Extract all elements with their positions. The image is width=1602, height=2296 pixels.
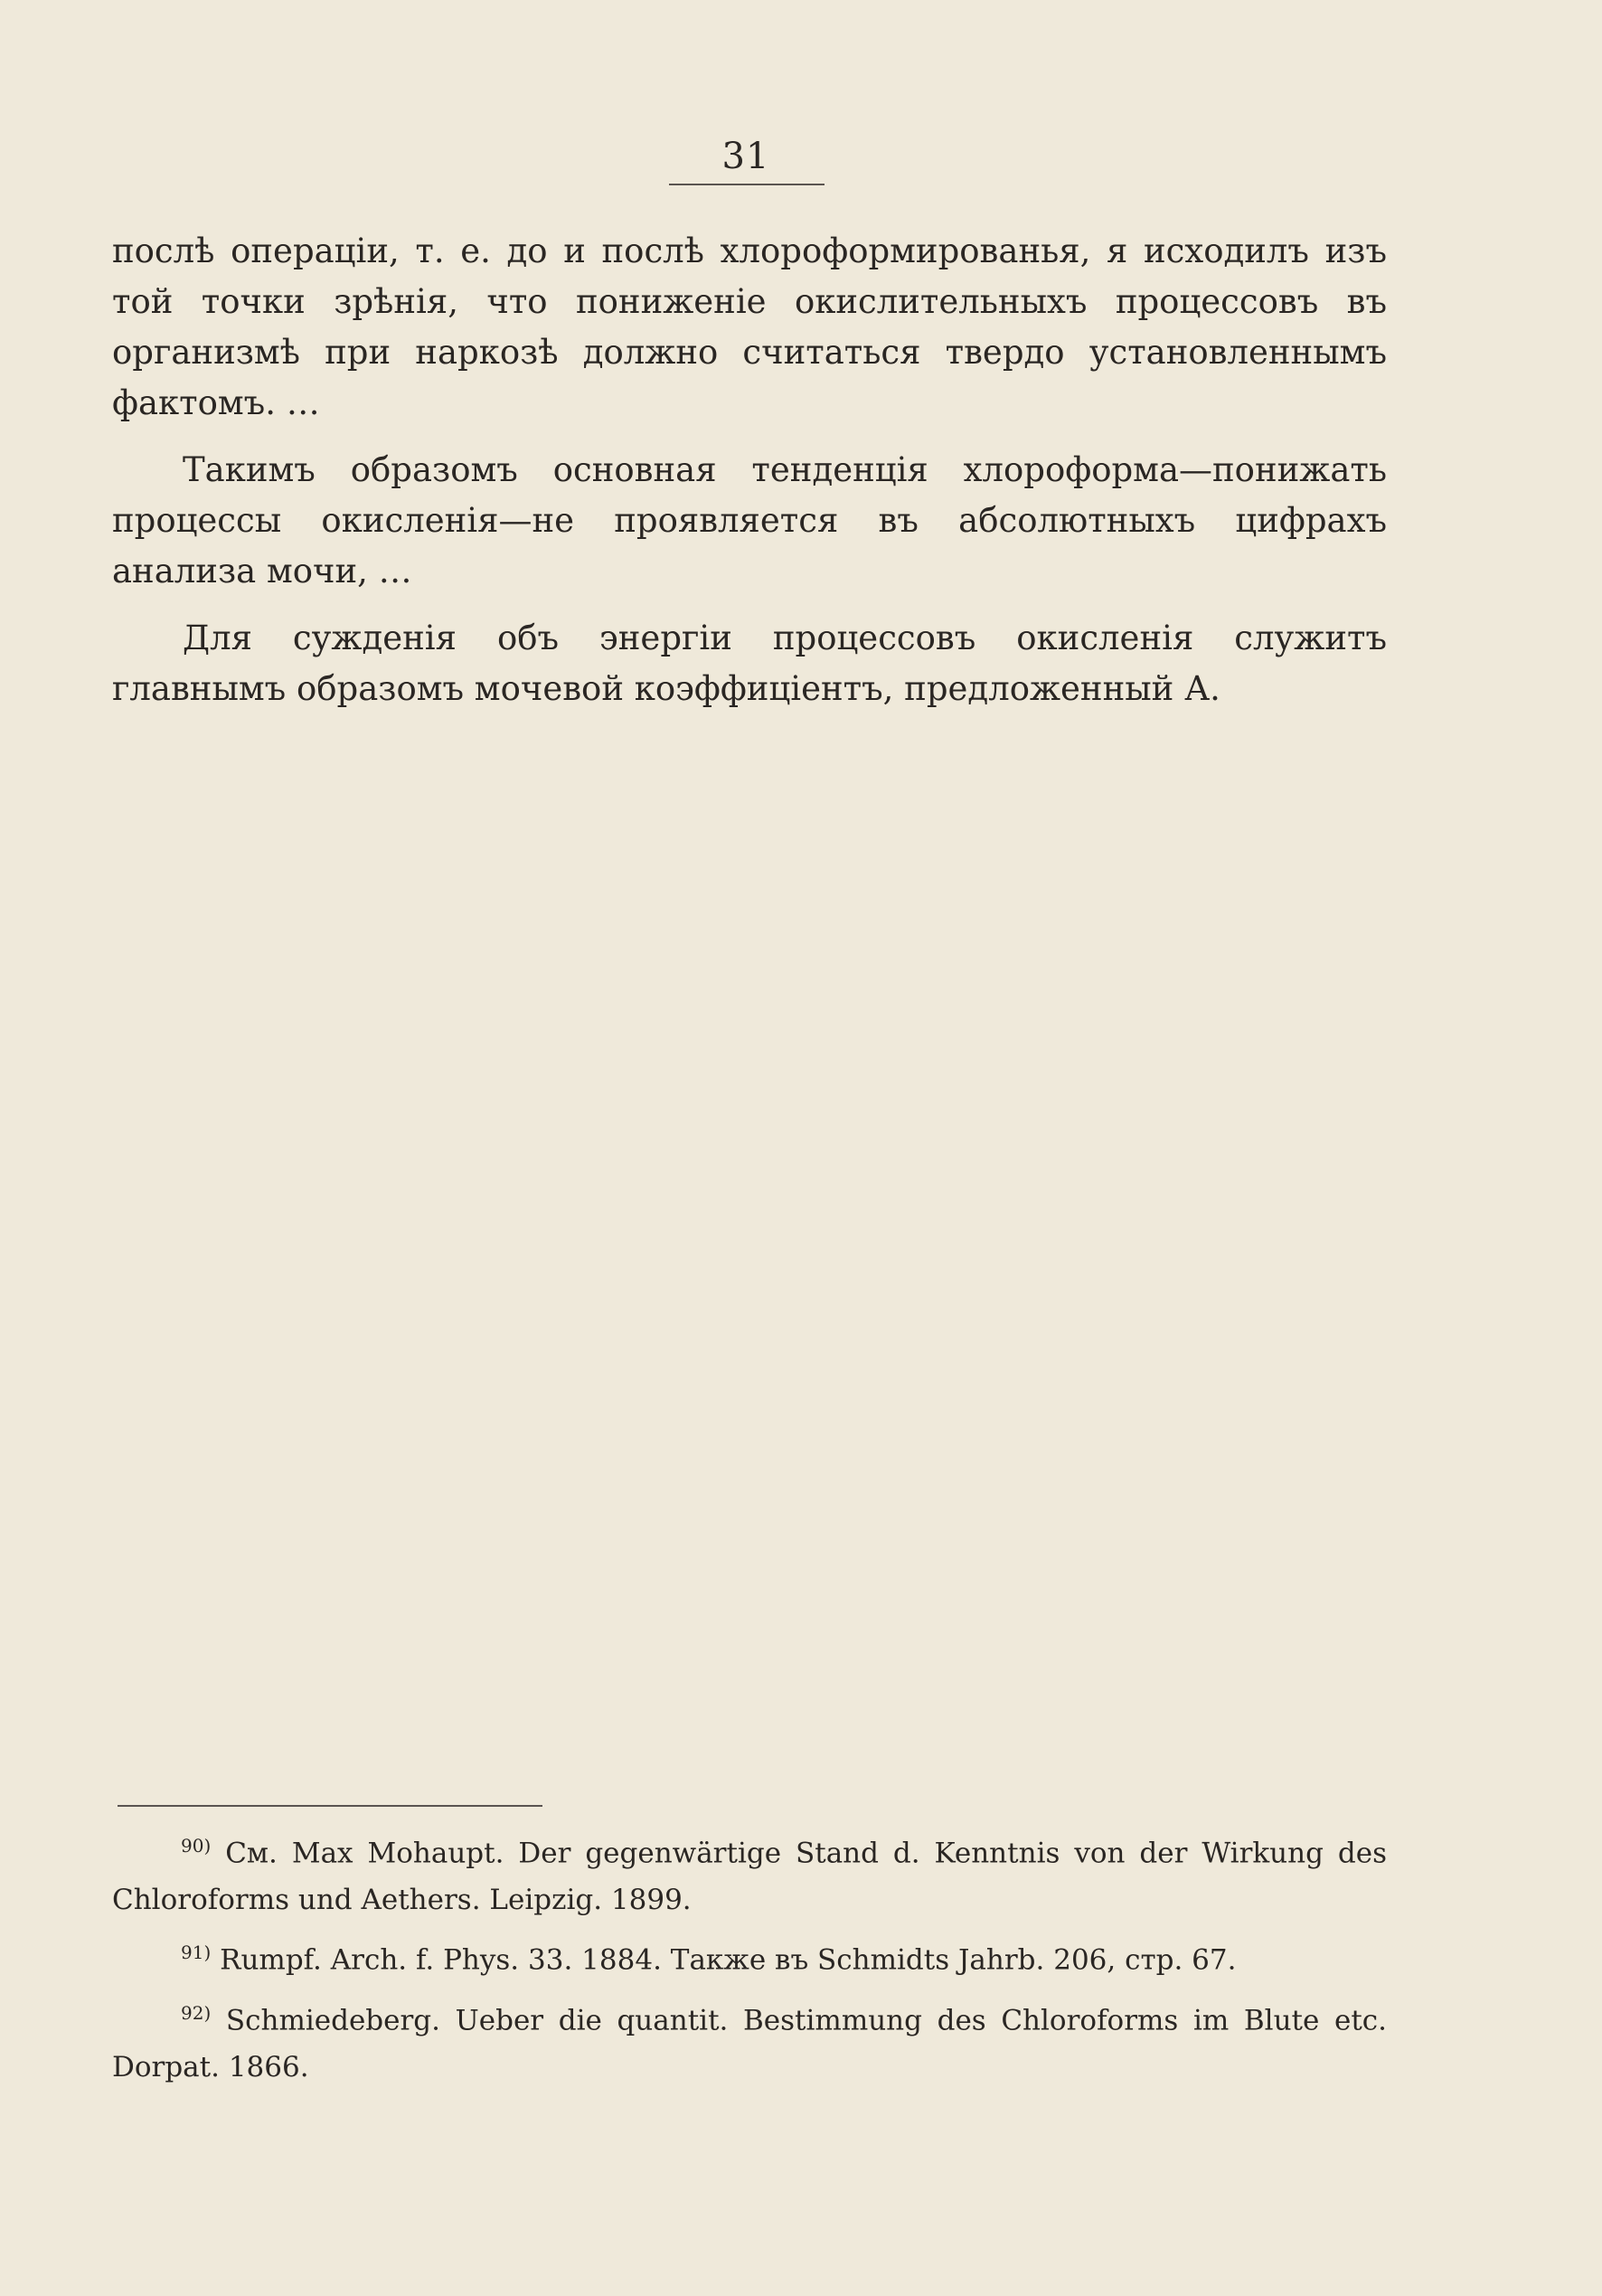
- paragraph-1: послѣ операціи, т. е. до и послѣ хлороформированья, я исходилъ изъ той точки зрѣнія, что пониженіе окислительныхъ процессовъ въ организмѣ при наркозѣ должно считаться твердо установленнымъ фактомъ. …: [112, 231, 1387, 422]
- footnote-92: [112, 1989, 1387, 2091]
- footnote-rule: [118, 1805, 542, 1807]
- footnote-90: [112, 1822, 1387, 1923]
- footnote-mark: 92): [181, 2001, 212, 2024]
- footnote-mark: 91): [181, 1942, 212, 1964]
- footnote-91: [112, 1929, 1387, 1983]
- footnote-text: См. Max Mohaupt. Der gegenwärtige Stand d. Kenntnis von der Wirkung des Chloroforms und Aethers. Leipzig. 1899.: [112, 1837, 1387, 1917]
- footnote-mark: 90): [181, 1835, 212, 1857]
- page-number: 31: [721, 136, 770, 177]
- footnote-text: Rumpf. Arch. f. Phys. 33. 1884. Также въ Schmidts Jahrb. 206, стр. 67.: [220, 1943, 1237, 1977]
- footnote-text: Schmiedeberg. Ueber die quantit. Bestimmung des Chloroforms im Blute etc. Dorpat. 1866.: [112, 2003, 1387, 2083]
- main-text: [112, 226, 1387, 731]
- footnotes: [112, 1822, 1387, 2096]
- paragraph-2: Такимъ образомъ основная тенденція хлороформа—понижать процессы окисленія—не проявляется въ абсолютныхъ цифрахъ анализа мочи, …: [112, 450, 1387, 591]
- header-rule: [669, 184, 825, 185]
- paragraph-3: Для сужденія объ энергіи процессовъ окисленія служитъ главнымъ образомъ мочевой коэффиціентъ, предложенный А.: [112, 619, 1387, 708]
